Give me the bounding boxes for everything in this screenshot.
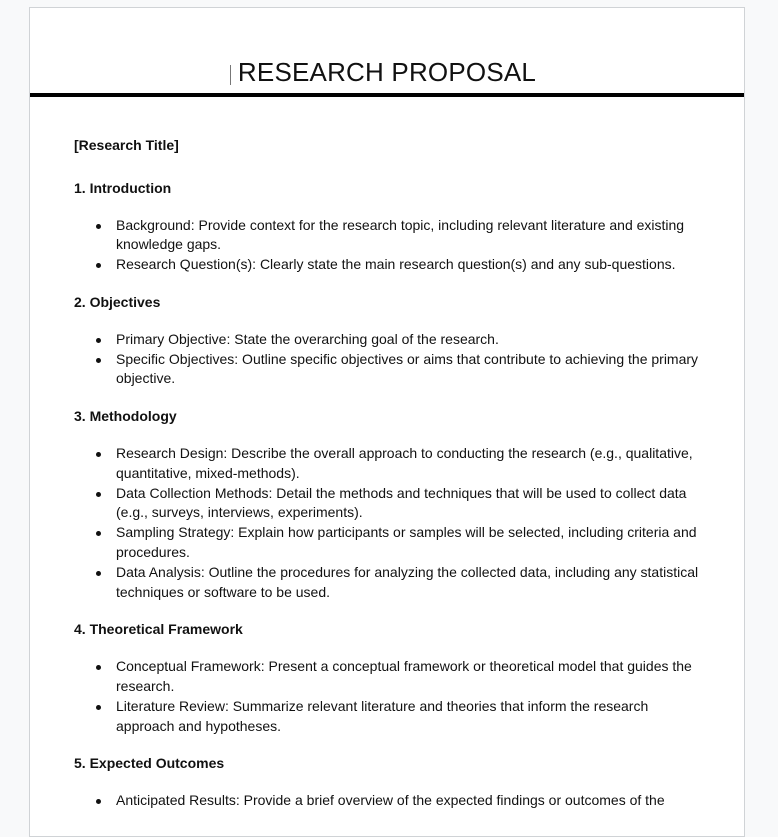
list-item[interactable]: Conceptual Framework: Present a conceptual framework or theoretical model that guides the research. [116,657,704,697]
list-item[interactable]: Anticipated Results: Provide a brief overview of the expected findings or outcomes of the [116,791,704,811]
section-heading-objectives[interactable]: 2. Objectives [74,293,161,310]
text-cursor [230,65,231,85]
list-item[interactable]: Primary Objective: State the overarching goal of the research. [116,330,704,350]
list-item[interactable]: Sampling Strategy: Explain how participants or samples will be selected, including criteria and procedures. [116,523,704,563]
list-item[interactable]: Background: Provide context for the research topic, including relevant literature and existing knowledge gaps. [116,216,704,256]
bullet-list-theoretical-framework [74,657,704,736]
document-page[interactable] [29,7,745,837]
list-item[interactable]: Literature Review: Summarize relevant literature and theories that inform the research approach and hypotheses. [116,697,704,737]
document-body[interactable] [74,136,704,829]
heading-rule [30,93,745,97]
list-item[interactable]: Research Design: Describe the overall approach to conducting the research (e.g., qualitative, quantitative, mixed-methods). [116,444,704,484]
section-heading-methodology[interactable]: 3. Methodology [74,408,177,425]
research-title[interactable]: [Research Title] [74,137,179,153]
bullet-list-expected-outcomes [74,791,704,811]
list-item[interactable]: Specific Objectives: Outline specific objectives or aims that contribute to achieving the primary objective. [116,350,704,390]
document-heading[interactable]: RESEARCH PROPOSAL [237,57,537,87]
bullet-list-methodology [74,444,704,602]
list-item[interactable]: Data Analysis: Outline the procedures for analyzing the collected data, including any statistical techniques or software to be used. [116,563,704,603]
section-heading-expected-outcomes[interactable]: 5. Expected Outcomes [74,755,225,772]
bullet-list-objectives [74,330,704,389]
list-item[interactable]: Data Collection Methods: Detail the methods and techniques that will be used to collect data (e.g., surveys, interviews, experiments). [116,484,704,524]
list-item[interactable]: Research Question(s): Clearly state the main research question(s) and any sub-questions. [116,255,704,275]
section-heading-theoretical-framework[interactable]: 4. Theoretical Framework [74,621,243,638]
bullet-list-introduction [74,216,704,275]
section-heading-introduction[interactable]: 1. Introduction [74,179,172,196]
